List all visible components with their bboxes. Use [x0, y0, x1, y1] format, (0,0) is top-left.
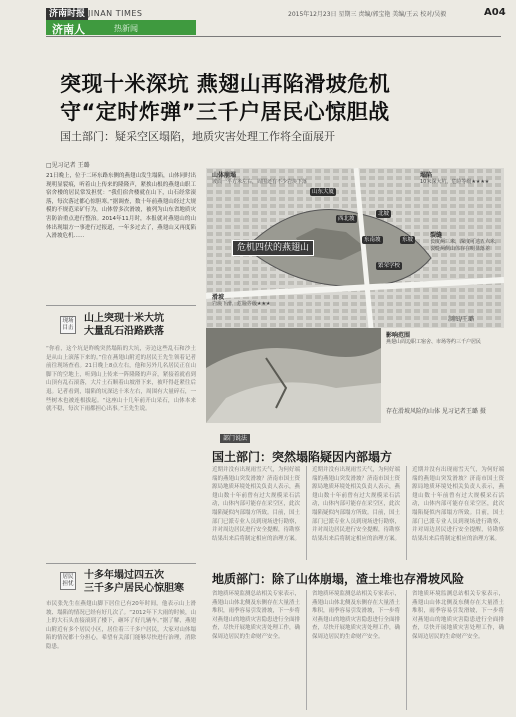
- headline-line-1: 突现十米深坑 燕翅山再陷滑坡危机: [60, 72, 391, 96]
- landslide-photo: [206, 328, 381, 423]
- callout-landslide: [212, 292, 312, 308]
- callout-impact: [386, 330, 504, 346]
- section-body-col-2: 省地质环境监测总站相关专家表示，燕翅山山体北侧及东侧存在大量渣土堆积，雨季容易引发滑坡，下一步将对燕翅山的地质灾害隐患进行全面排查，尽快开展地质灾害处理工作，确保周边居民的生命财产安全。: [312, 591, 400, 640]
- callout-body: 坡面一平方米左右，周围还有不少岩块下落: [212, 179, 308, 185]
- column-rule: [406, 590, 407, 710]
- section-body-col-2: 近期并没有出现雨雪天气，为何好端端的燕翅山突发滑坡？济南市国土资源局地质环境处相关负责人表示，燕翅山数十年前曾有过大规模采石活动，山体内部可能存在采空区，此次塌陷疑似内部塌方所致。目前，国土部门已派专业人员到现场进行勘察，并对周边居民进行安全提醒，待勘察结果出来后将制定相应的治理方案。: [312, 467, 400, 542]
- column-rule: [306, 466, 307, 560]
- map-place-label: 东坡: [402, 237, 414, 243]
- callout-title: 影响范围: [386, 332, 411, 339]
- subheadline: 国土部门：疑采空区塌陷，地质灾害处理工作将全面展开: [60, 130, 335, 143]
- section-title-line-1: 山上突现十米大坑: [84, 313, 164, 324]
- callout-title: 山体崩塌: [212, 172, 237, 179]
- subsection-name: 热新闻: [114, 24, 138, 33]
- section-title-line-1: 十多年塌过四五次: [84, 570, 164, 581]
- column-rule: [306, 590, 307, 710]
- headline-line-2: 守“定时炸弹”三千户居民心惊胆战: [60, 100, 390, 124]
- callout-collapse: [212, 170, 320, 186]
- section-title-line-2: 大量乱石沿路跌落: [84, 326, 164, 337]
- map-place-label: 山东大厦: [312, 189, 335, 195]
- section-name: 济南人: [52, 23, 85, 36]
- section-body-col-1: 省地质环境监测总站相关专家表示，燕翅山山体北侧及东侧存在大量渣土堆积，雨季容易引发滑坡，下一步将对燕翅山的地质灾害隐患进行全面排查，尽快开展地质灾害处理工作，确保周边居民的生命财产安全。: [212, 591, 300, 640]
- section-title: 地质部门：除了山体崩塌，渣土堆也存滑坡风险: [212, 572, 465, 586]
- section-title: 国土部门：突然塌陷疑因内部塌方: [212, 450, 393, 464]
- callout-title: 裂缝: [430, 232, 443, 239]
- section-tag: 现场目击: [60, 316, 76, 334]
- section-body-col-3: 近期并没有出现雨雪天气，为何好端端的燕翅山突发滑坡？济南市国土资源局地质环境处相关负责人表示，燕翅山数十年前曾有过大规模采石活动，山体内部可能存在采空区，此次塌陷疑似内部塌方所致。目前，国土部门已派专业人员到现场进行勘察，并对周边居民进行安全提醒，待勘察结果出来后将制定相应的治理方案。: [412, 467, 504, 542]
- section-tag: 居民担忧: [60, 572, 76, 590]
- newspaper-logo: 济南时报: [46, 8, 88, 20]
- callout-crack: [430, 230, 502, 253]
- landslide-photo-image: [206, 328, 381, 423]
- masthead-rule: [46, 36, 501, 37]
- callout-title: 滑坡: [212, 294, 225, 301]
- map-title-label: 危机四伏的燕翅山: [232, 240, 314, 256]
- map-place-label: 繁荣学校: [378, 263, 401, 269]
- callout-body: 燕翅山周边职工宿舍、市场等约三千户居民: [386, 339, 482, 345]
- map-place-label: 西北坡: [338, 216, 355, 222]
- graphic-credit: 制图/王璐: [448, 316, 475, 323]
- callout-body: 岩块下滑，危险等级★★★: [212, 301, 271, 307]
- section-rule: [46, 563, 196, 564]
- callout-body: 10米深大坑，危险等级★★★★: [420, 179, 490, 185]
- section-title-line-2: 三千多户居民心惊胆寒: [84, 583, 184, 594]
- photo-caption: 存在滑坡风险的山体 见习记者王璐 摄: [386, 408, 486, 415]
- section-body: “你看，这个坑是昨晚突然塌陷的大坑，旁边这些乱石和沙土是从山上滚落下来的。”住在燕翅山附近的居民王先生领着记者前往现场查看。21日晚上8点左右，他和另外几名居民正在山脚下的空地上，听到山上传来一阵隆隆的声音，紧接着就看到山顶有乱石滚落，大片土石顺着山坡滑下来，被吓得赶紧往后退。记者看到，塌陷的坑深达十米左右，周围有大量碎石，一些树木也被连根拔起。“这座山十几年前开山采石，山体本来就不稳，每次下雨都担心出事。”王先生说。: [46, 346, 196, 413]
- callout-title: 塌陷: [420, 172, 433, 179]
- lead-paragraph: 21日晚上，位于二环东路东侧的燕翅山发生塌陷，山体同时出现明显裂痕，听着山上传来的隆隆声，紧挨山根的燕翅山职工宿舍楼的居民常发担忧：“我们宿舍楼就在山下，山石经常滚落，每次落过都心惊胆寒。”据调查，数十年前燕翅山经过大规模的不规范采矿行为，山体曾多次滑坡，被列为山东省地质灾害防治重点进行整治。2014年11月时，本报就对燕翅山的山体出现塌方一事进行过报道，一年多过去了，燕翅山又再度陷入滑坡危机……: [46, 173, 196, 240]
- page-number: A04: [484, 7, 506, 18]
- newspaper-name-english: JINAN TIMES: [88, 9, 143, 18]
- section-body-col-1: 近期并没有出现雨雪天气，为何好端端的燕翅山突发滑坡？济南市国土资源局地质环境处相关负责人表示，燕翅山数十年前曾有过大规模采石活动，山体内部可能存在采空区，此次塌陷疑似内部塌方所致。目前，国土部门已派专业人员到现场进行勘察，并对周边居民进行安全提醒，待勘察结果出来后将制定相应的治理方案。: [212, 467, 300, 542]
- callout-subsidence: [420, 170, 502, 186]
- section-body-col-3: 省地质环境监测总站相关专家表示，燕翅山山体北侧及东侧存在大量渣土堆积，雨季容易引发滑坡，下一步将对燕翅山的地质灾害隐患进行全面排查，尽快开展地质灾害处理工作，确保周边居民的生命财产安全。: [412, 591, 504, 640]
- column-rule: [406, 466, 407, 560]
- issue-info: 2015年12月23日 星期三 责编/郭宝艳 美编/王云 校对/吴毅: [288, 11, 447, 18]
- callout-body: 长度两三米，深度可达五六米，裂缝两侧山体存在明显落差: [430, 239, 501, 252]
- section-tag: 部门说法: [220, 434, 250, 443]
- section-body: 市民张先生在燕翅山脚下居住已有20年时间，他表示山上滑坡、塌陷的情况已经有好几次了。“2012年下大雨的时候，山上的大石头直接滚到了楼下，砸坏了好几辆车。”据了解，燕翅山附近有多个居民小区，居住着三千多户居民，大家对山体塌陷的情况都十分担心，希望有关部门能够尽快进行治理，消除隐患。: [46, 601, 196, 650]
- map-place-label: 北坡: [378, 211, 390, 217]
- byline: □见习记者 王璐: [46, 162, 90, 169]
- section-rule: [46, 305, 196, 306]
- map-place-label: 东南坡: [364, 237, 381, 243]
